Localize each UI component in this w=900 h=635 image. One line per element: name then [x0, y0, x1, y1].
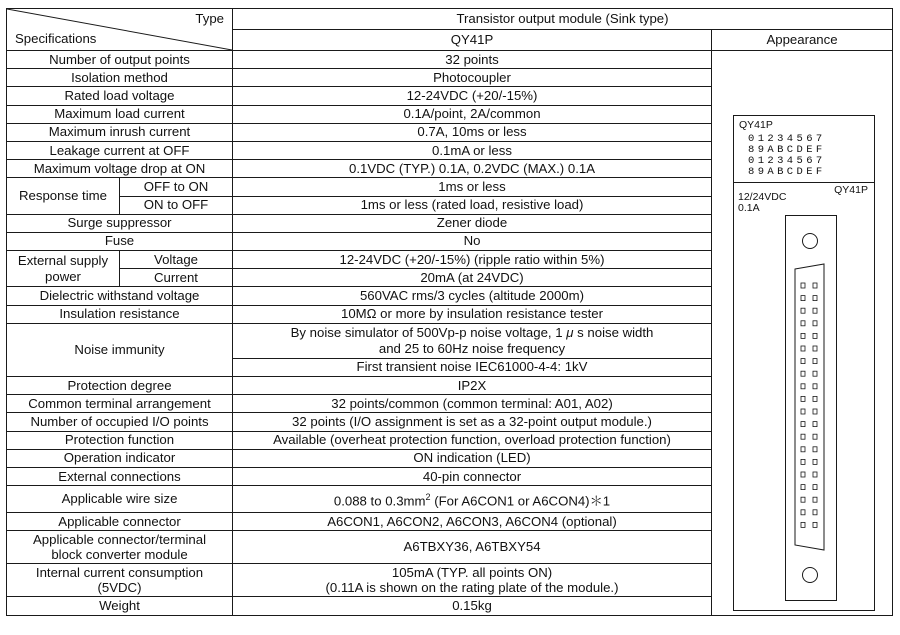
connector-pin	[813, 321, 817, 326]
appearance-model-label: QY41P	[739, 119, 773, 131]
row-label: Dielectric withstand voltage	[7, 287, 233, 305]
row-label	[7, 531, 233, 564]
row-label: Operation indicator	[7, 449, 233, 467]
connector-pin	[813, 308, 817, 313]
row-sublabel: ON to OFF	[120, 196, 233, 214]
row-value	[233, 486, 712, 513]
row-value: First transient noise IEC61000-4-4: 1kV	[233, 358, 712, 376]
row-value: Photocoupler	[233, 69, 712, 87]
row-value: 0.1A/point, 2A/common	[233, 105, 712, 123]
wire-size-note: (For A6CON1 or A6CON4)＊1	[430, 493, 611, 509]
connector-pin	[801, 359, 805, 364]
row-label: Rated load voltage	[7, 87, 233, 105]
appearance-model-right-label: QY41P	[834, 184, 868, 196]
row-value: 0.1VDC (TYP.) 0.1A, 0.2VDC (MAX.) 0.1A	[233, 160, 712, 178]
connector-pin	[801, 308, 805, 313]
row-value: 1ms or less	[233, 178, 712, 196]
row-label: External connections	[7, 467, 233, 485]
row-label: Surge suppressor	[7, 214, 233, 232]
connector-pin	[813, 459, 817, 464]
row-label: Fuse	[7, 232, 233, 250]
connector-pin	[813, 510, 817, 515]
connector-pin	[801, 459, 805, 464]
row-value: 32 points	[233, 51, 712, 69]
connector-pin	[813, 434, 817, 439]
connector-pin	[813, 472, 817, 477]
row-value: 32 points/common (common terminal: A01, A02)	[233, 395, 712, 413]
row-value: 12-24VDC (+20/-15%) (ripple ratio within 5%)	[233, 251, 712, 269]
row-value: 0.15kg	[233, 597, 712, 615]
row-label: Protection degree	[7, 377, 233, 395]
screw-icon	[802, 567, 818, 583]
row-label: Number of occupied I/O points	[7, 413, 233, 431]
connector-pin	[813, 497, 817, 502]
wire-size-value: 0.088 to 0.3mm	[333, 493, 426, 509]
row-label	[7, 564, 233, 597]
connector-pin	[813, 371, 817, 376]
led-row: 01234567	[748, 133, 826, 145]
superscript-2: 2	[425, 491, 431, 502]
connector-pin	[813, 485, 817, 490]
led-row: 89ABCDEF	[748, 144, 826, 156]
row-value: 40-pin connector	[233, 467, 712, 485]
connector-pin	[813, 359, 817, 364]
connector-pin	[813, 522, 817, 527]
connector-housing	[785, 215, 837, 601]
row-label: Noise immunity	[7, 323, 233, 376]
row-label: Applicable wire size	[7, 486, 233, 513]
row-value: 32 points (I/O assignment is set as a 32-point output module.)	[233, 413, 712, 431]
connector-pin	[813, 422, 817, 427]
screw-icon	[802, 233, 818, 249]
row-value: 20mA (at 24VDC)	[233, 269, 712, 287]
row-label: Isolation method	[7, 69, 233, 87]
row-label: Maximum inrush current	[7, 123, 233, 141]
row-label: Leakage current at OFF	[7, 141, 233, 159]
row-label: External supply power	[7, 251, 120, 287]
consumption-value-part: (0.11A is shown on the rating plate of the module.)	[325, 580, 619, 596]
connector-pin	[801, 396, 805, 401]
row-value: 10MΩ or more by insulation resistance tester	[233, 305, 712, 323]
noise-value-part: By noise simulator of 500Vp-p noise voltage, 1	[290, 325, 563, 341]
specifications-table	[6, 8, 893, 616]
row-value: 12-24VDC (+20/-15%)	[233, 87, 712, 105]
connector-pin	[813, 333, 817, 338]
row-value: No	[233, 232, 712, 250]
row-value: 560VAC rms/3 cycles (altitude 2000m)	[233, 287, 712, 305]
header-corner-cell	[7, 9, 233, 51]
connector-pin	[813, 447, 817, 452]
row-sublabel: Current	[120, 269, 233, 287]
model-cell: QY41P	[233, 30, 712, 51]
connector-pin	[801, 472, 805, 477]
noise-value-part: and 25 to 60Hz noise frequency	[378, 340, 566, 356]
connector-pin	[813, 283, 817, 288]
led-indicator-area	[734, 116, 874, 183]
row-value: A6TBXY36, A6TBXY54	[233, 531, 712, 564]
connector-pin	[801, 333, 805, 338]
row-value: A6CON1, A6CON2, A6CON3, A6CON4 (optional)	[233, 513, 712, 531]
connector-pin	[801, 497, 805, 502]
connector-pins-icon	[794, 263, 825, 551]
consumption-label-part: (5VDC)	[97, 580, 142, 596]
converter-label-part: Applicable connector/terminal	[33, 531, 206, 547]
connector-pin	[801, 321, 805, 326]
appearance-header-cell: Appearance	[712, 30, 893, 51]
connector-pin	[801, 447, 805, 452]
row-label: Response time	[7, 178, 120, 214]
connector-pin	[813, 396, 817, 401]
led-row: 89ABCDEF	[748, 166, 826, 178]
connector-pin	[801, 371, 805, 376]
row-label: Common terminal arrangement	[7, 395, 233, 413]
row-value	[233, 564, 712, 597]
row-label: Insulation resistance	[7, 305, 233, 323]
row-value: 1ms or less (rated load, resistive load)	[233, 196, 712, 214]
connector-pin	[813, 384, 817, 389]
row-value: 0.1mA or less	[233, 141, 712, 159]
row-sublabel: OFF to ON	[120, 178, 233, 196]
mu-symbol: μ	[566, 325, 574, 341]
consumption-label-part: Internal current consumption	[35, 564, 204, 580]
row-label: Maximum voltage drop at ON	[7, 160, 233, 178]
row-label: Protection function	[7, 431, 233, 449]
row-label: Applicable connector	[7, 513, 233, 531]
row-value: Available (overheat protection function, overload protection function)	[233, 431, 712, 449]
appearance-voltage-label: 12/24VDC	[738, 191, 787, 203]
connector-pin	[801, 384, 805, 389]
connector-pin	[801, 522, 805, 527]
module-appearance-illustration	[733, 115, 875, 611]
row-value	[233, 323, 712, 358]
connector-pin	[801, 510, 805, 515]
connector-pin	[801, 409, 805, 414]
row-value: Zener diode	[233, 214, 712, 232]
connector-pin	[801, 485, 805, 490]
header-row-type	[7, 9, 893, 30]
noise-value-part: s noise width	[577, 325, 654, 341]
row-value: 0.7A, 10ms or less	[233, 123, 712, 141]
led-row: 01234567	[748, 155, 826, 167]
row-value: IP2X	[233, 377, 712, 395]
row-label: Number of output points	[7, 51, 233, 69]
appearance-cell	[712, 51, 893, 616]
connector-pin	[813, 296, 817, 301]
table-row	[7, 51, 893, 69]
connector-pin	[801, 283, 805, 288]
row-label: Maximum load current	[7, 105, 233, 123]
connector-pin	[801, 296, 805, 301]
module-name-cell: Transistor output module (Sink type)	[233, 9, 893, 30]
connector-pin	[801, 346, 805, 351]
appearance-current-label: 0.1A	[738, 202, 760, 214]
consumption-value-part: 105mA (TYP. all points ON)	[391, 564, 553, 580]
row-label: Weight	[7, 597, 233, 615]
connector-pin	[801, 422, 805, 427]
converter-label-part: block converter module	[51, 547, 188, 563]
type-label: Type	[195, 11, 224, 26]
row-value: ON indication (LED)	[233, 449, 712, 467]
specifications-label: Specifications	[15, 31, 97, 46]
row-sublabel: Voltage	[120, 251, 233, 269]
connector-pin	[813, 409, 817, 414]
connector-pin	[813, 346, 817, 351]
connector-pin	[801, 434, 805, 439]
